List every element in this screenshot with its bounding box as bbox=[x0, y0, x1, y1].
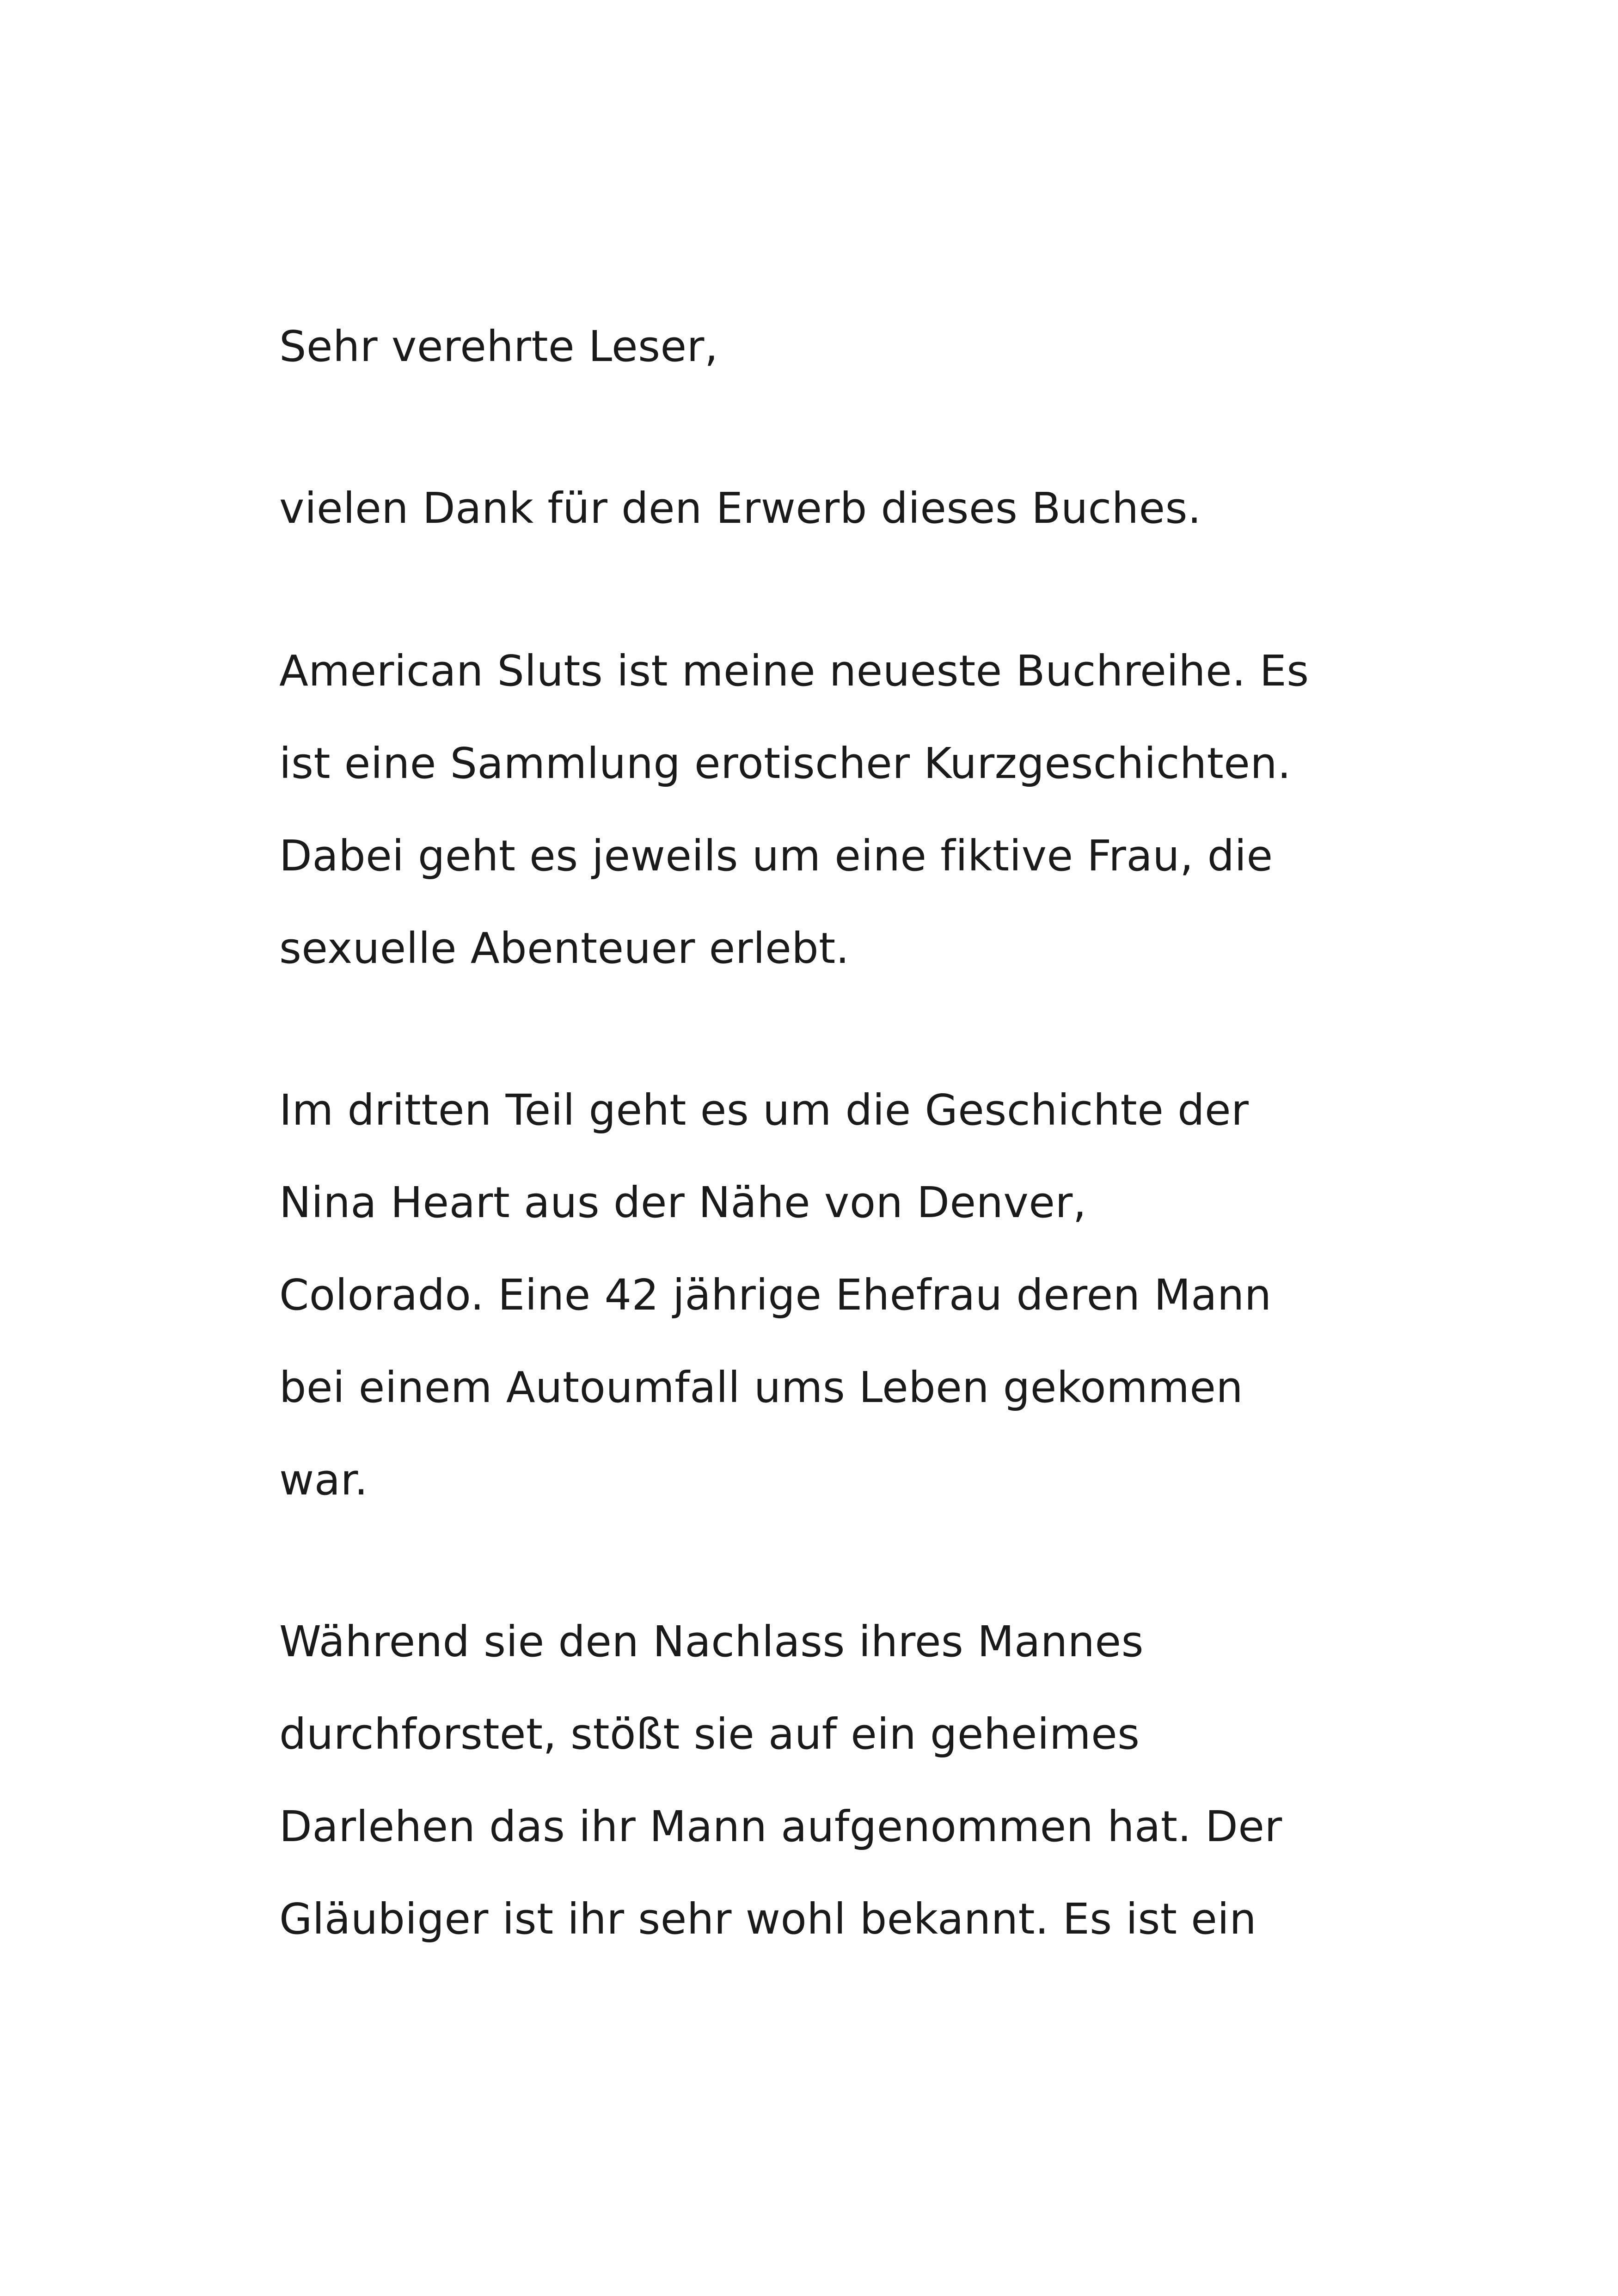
text-line: Während sie den Nachlass ihres Mannes bbox=[279, 1617, 1144, 1666]
text-line: ist eine Sammlung erotischer Kurzgeschichten. bbox=[279, 739, 1291, 788]
text-line: vielen Dank für den Erwerb dieses Buches. bbox=[279, 484, 1201, 533]
text-line: Dabei geht es jeweils um eine fiktive Frau, die bbox=[279, 831, 1273, 881]
text-line: sexuelle Abenteuer erlebt. bbox=[279, 924, 850, 973]
text-line: bei einem Autoumfall ums Leben gekommen bbox=[279, 1363, 1244, 1412]
text-line: durchforstet, stößt sie auf ein geheimes bbox=[279, 1709, 1140, 1759]
text-line: war. bbox=[279, 1455, 368, 1505]
paragraph-part-three bbox=[279, 1064, 1389, 1526]
salutation bbox=[279, 300, 1389, 393]
text-line: Nina Heart aus der Nähe von Denver, bbox=[279, 1178, 1087, 1227]
text-line: Gläubiger ist ihr sehr wohl bekannt. Es ist ein bbox=[279, 1894, 1257, 1944]
text-line: Darlehen das ihr Mann aufgenommen hat. Der bbox=[279, 1802, 1282, 1851]
text-line: Colorado. Eine 42 jährige Ehefrau deren Mann bbox=[279, 1270, 1272, 1320]
text-line: Im dritten Teil geht es um die Geschichte der bbox=[279, 1085, 1249, 1135]
text-line: American Sluts ist meine neueste Buchreihe. Es bbox=[279, 646, 1309, 696]
paragraph-series-intro bbox=[279, 625, 1389, 995]
paragraph-plot bbox=[279, 1596, 1389, 1965]
thanks-line bbox=[279, 462, 1389, 555]
text-line: Sehr verehrte Leser, bbox=[279, 322, 718, 371]
